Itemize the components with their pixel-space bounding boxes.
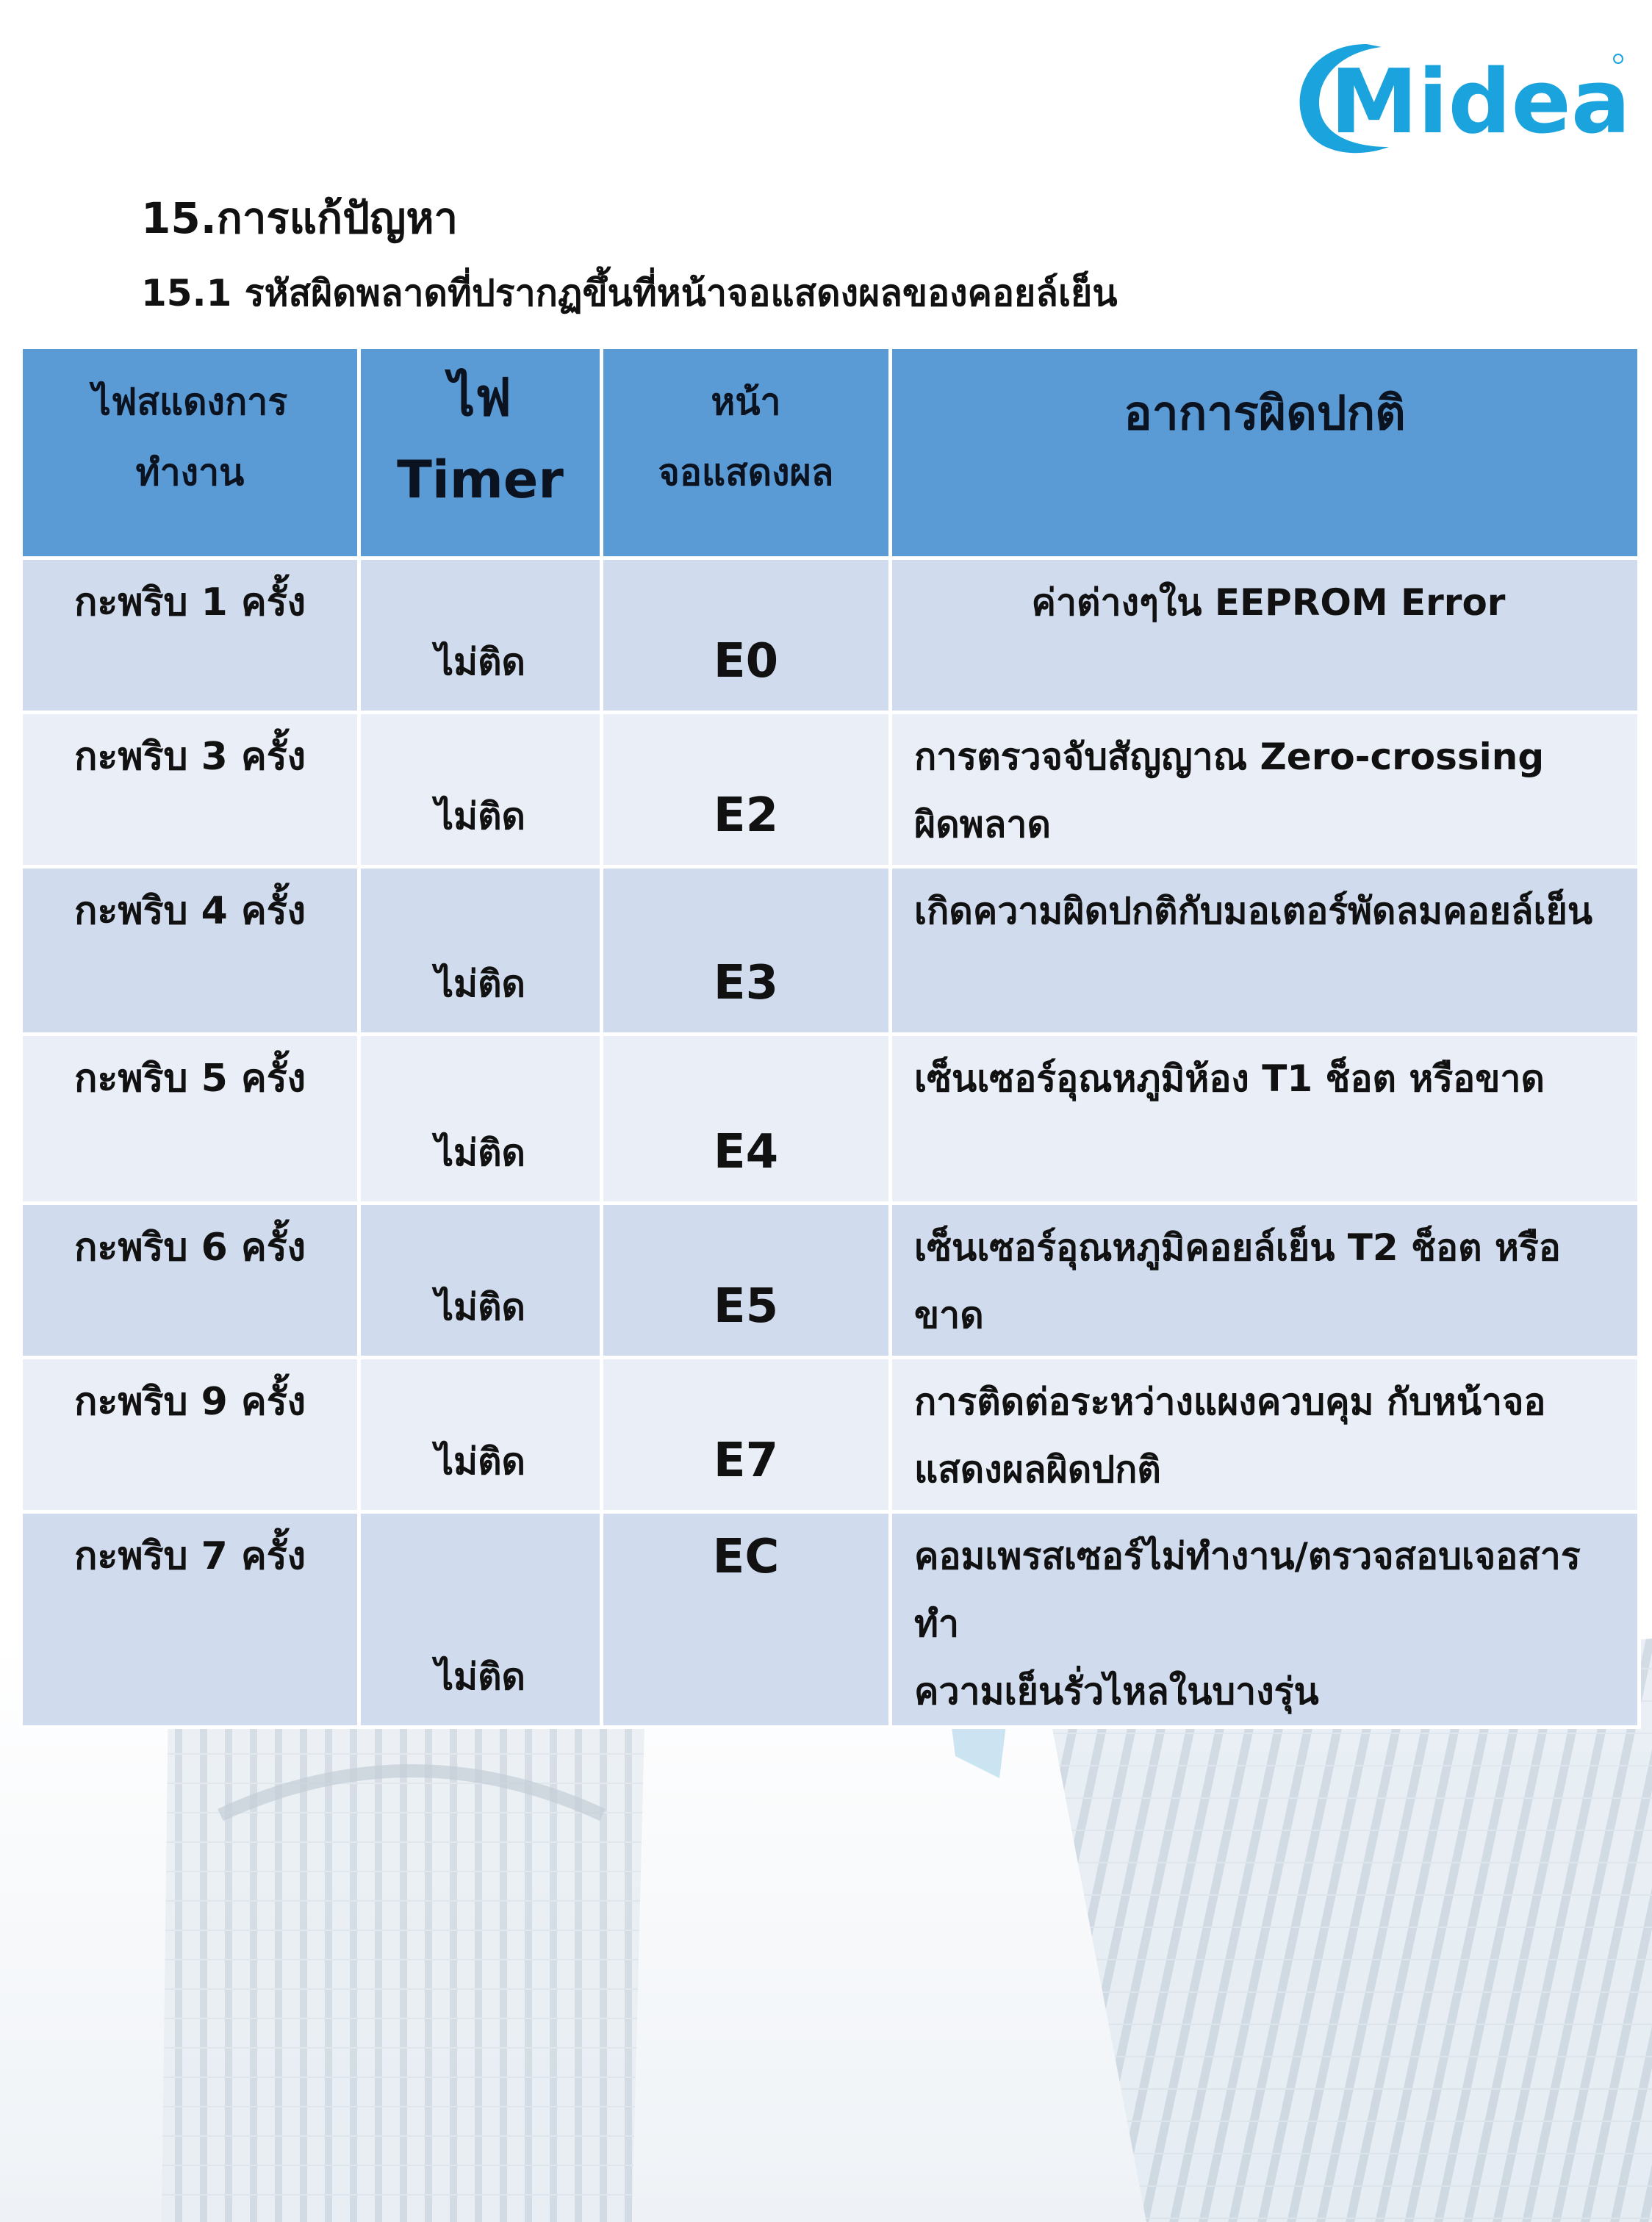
symptom-line1: คอมเพรสเซอร์ไม่ทำงาน/ตรวจสอบเจอสารทำ [914,1535,1581,1645]
error-code-cell [602,558,891,713]
symptom-cell [891,1512,1640,1727]
error-code: E2 [713,788,779,843]
error-code-cell [602,1035,891,1204]
error-code: EC [712,1530,780,1584]
symptom-cell [891,867,1640,1035]
symptom-line1: เกิดความผิดปกติกับมอเตอร์พัดลมคอยล์เย็น [914,890,1593,932]
table-row [21,558,1640,713]
table-header-row [21,348,1640,558]
timer-value: ไม่ติด [434,963,526,1005]
table-row [21,1512,1640,1727]
led-blink-cell: กะพริบ 6 ครั้ง [21,1204,359,1358]
error-code-cell [602,1358,891,1512]
subsection-heading: 15.1 รหัสผิดพลาดที่ปรากฏขึ้นที่หน้าจอแสดงผลของคอยล์เย็น [141,272,1118,314]
led-blink-cell: กะพริบ 9 ครั้ง [21,1358,359,1512]
timer-cell [359,558,602,713]
timer-cell [359,713,602,867]
timer-cell [359,1035,602,1204]
error-code-cell [602,867,891,1035]
led-blink-cell: กะพริบ 1 ครั้ง [21,558,359,713]
section-heading: 15.การแก้ปัญหา [141,193,459,243]
timer-cell [359,1204,602,1358]
led-blink-cell: กะพริบ 4 ครั้ง [21,867,359,1035]
timer-value: ไม่ติด [434,1440,526,1483]
error-code: E3 [713,956,779,1010]
header-timer-line1: ไฟ [449,367,511,428]
header-led-line2: ทำงาน [135,451,245,494]
symptom-cell [891,1358,1640,1512]
error-code-cell [602,1512,891,1727]
brand-wordmark: Midea [1330,51,1631,154]
header-display-line2: จอแสดงผล [658,451,834,494]
midea-logo [1279,29,1631,162]
symptom-line2: ความเย็นรั่วไหลในบางรุ่น [914,1670,1319,1713]
header-timer-line2: Timer [397,450,564,510]
timer-cell [359,867,602,1035]
symptom-line1: การตรวจจับสัญญาณ Zero-crossing [914,736,1545,778]
table-row [21,713,1640,867]
symptom-cell [891,713,1640,867]
error-code: E0 [713,634,779,688]
error-code: E7 [713,1434,779,1488]
symptom-line2: ผิดพลาด [914,803,1051,846]
timer-cell [359,1358,602,1512]
led-blink-cell: กะพริบ 5 ครั้ง [21,1035,359,1204]
error-code-cell [602,713,891,867]
symptom-line1: การติดต่อระหว่างแผงควบคุม กับหน้าจอ [914,1381,1546,1423]
symptom-line1: เซ็นเซอร์อุณหภูมิห้อง T1 ช็อต หรือขาด [914,1057,1545,1100]
table-row [21,1035,1640,1204]
symptom-line2: แสดงผลผิดปกติ [914,1448,1161,1491]
header-symptom: อาการผิดปกติ [891,348,1640,558]
table-row [21,1204,1640,1358]
header-led-status [21,348,359,558]
symptom-line1: เซ็นเซอร์อุณหภูมิคอยล์เย็น T2 ช็อต หรือขาด [914,1226,1561,1337]
table-row [21,1358,1640,1512]
symptom-cell [891,1035,1640,1204]
table-row [21,867,1640,1035]
timer-value: ไม่ติด [434,1132,526,1174]
led-blink-cell: กะพริบ 7 ครั้ง [21,1512,359,1727]
symptom-cell [891,1204,1640,1358]
error-code: E4 [713,1125,779,1179]
timer-cell [359,1512,602,1727]
timer-value: ไม่ติด [434,641,526,683]
error-code-table [19,345,1641,1729]
header-led-line1: ไฟสแดงการ [92,381,288,423]
led-blink-cell: กะพริบ 3 ครั้ง [21,713,359,867]
symptom-cell [891,558,1640,713]
timer-value: ไม่ติด [434,1655,526,1698]
symptom-line1: ค่าต่างๆใน EEPROM Error [1031,581,1506,624]
error-code: E5 [713,1279,779,1334]
timer-value: ไม่ติด [434,1286,526,1328]
header-display [602,348,891,558]
header-timer-light [359,348,602,558]
header-display-line1: หน้า [711,381,781,423]
error-code-cell [602,1204,891,1358]
timer-value: ไม่ติด [434,795,526,838]
